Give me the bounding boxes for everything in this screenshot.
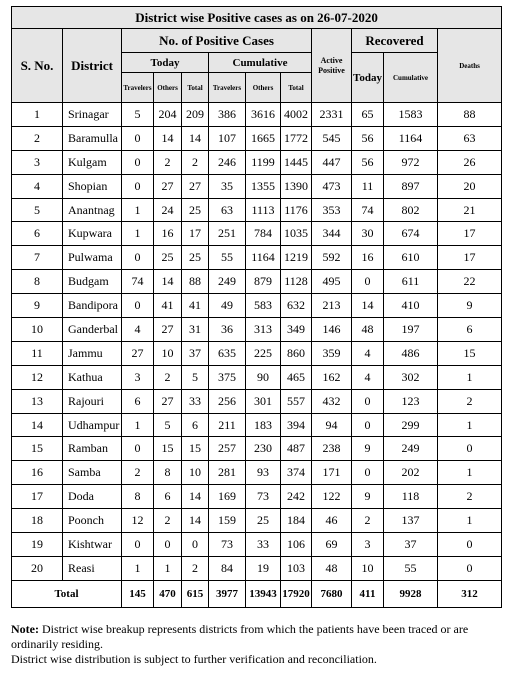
- cell-sno: 10: [12, 318, 63, 342]
- cell-recovered-today: 0: [352, 270, 384, 294]
- table-row: [12, 485, 502, 509]
- cell-cum-total: 1176: [281, 198, 312, 222]
- note-text-2: District wise distribution is subject to further verification and reconciliation.: [11, 652, 377, 666]
- cell-active: 238: [312, 437, 352, 461]
- header-today-others: Others: [154, 73, 182, 103]
- table-body: [12, 103, 502, 608]
- cell-sno: 12: [12, 365, 63, 389]
- cell-today-travelers: 4: [122, 318, 154, 342]
- cell-recovered-today: 4: [352, 341, 384, 365]
- table-row: [12, 341, 502, 365]
- cell-cum-travelers: 251: [209, 222, 246, 246]
- cell-today-total: 41: [182, 294, 209, 318]
- cell-sno: 8: [12, 270, 63, 294]
- cell-recovered-cumulative: 972: [384, 150, 438, 174]
- cell-cum-others: 583: [246, 294, 281, 318]
- table-row: [12, 126, 502, 150]
- cell-today-travelers: 0: [122, 294, 154, 318]
- cell-district: Rajouri: [63, 389, 122, 413]
- table-row: [12, 270, 502, 294]
- cell-cum-others: 3616: [246, 103, 281, 127]
- cell-district: Kupwara: [63, 222, 122, 246]
- cell-today-total: 209: [182, 103, 209, 127]
- footnote-line-1: [11, 622, 501, 652]
- header-recovered: Recovered: [352, 29, 438, 53]
- cell-today-total: 25: [182, 246, 209, 270]
- cell-cum-total: 1390: [281, 174, 312, 198]
- cell-recovered-cumulative: 299: [384, 413, 438, 437]
- cell-active: 432: [312, 389, 352, 413]
- cell-deaths: 1: [438, 365, 502, 389]
- cell-deaths: 6: [438, 318, 502, 342]
- header-cum-total: Total: [281, 73, 312, 103]
- cell-district: Shopian: [63, 174, 122, 198]
- cell-today-others: 2: [154, 509, 182, 533]
- table-row: [12, 103, 502, 127]
- header-district: District: [63, 29, 122, 103]
- total-cum-travelers: 3977: [209, 580, 246, 607]
- cases-table: [11, 6, 502, 608]
- cell-cum-others: 1164: [246, 246, 281, 270]
- total-today-travelers: 145: [122, 580, 154, 607]
- cell-cum-travelers: 107: [209, 126, 246, 150]
- cell-cum-travelers: 36: [209, 318, 246, 342]
- cell-today-others: 27: [154, 318, 182, 342]
- cell-cum-travelers: 49: [209, 294, 246, 318]
- table-row: [12, 294, 502, 318]
- cell-recovered-today: 3: [352, 533, 384, 557]
- cell-cum-total: 557: [281, 389, 312, 413]
- table-row: [12, 461, 502, 485]
- total-today-others: 470: [154, 580, 182, 607]
- cell-today-total: 25: [182, 198, 209, 222]
- cell-cum-total: 394: [281, 413, 312, 437]
- cell-cum-total: 184: [281, 509, 312, 533]
- cell-deaths: 22: [438, 270, 502, 294]
- cell-recovered-cumulative: 197: [384, 318, 438, 342]
- cell-recovered-cumulative: 137: [384, 509, 438, 533]
- cell-sno: 15: [12, 437, 63, 461]
- cell-active: 48: [312, 556, 352, 580]
- cell-cum-total: 487: [281, 437, 312, 461]
- cell-cum-travelers: 73: [209, 533, 246, 557]
- cell-recovered-cumulative: 249: [384, 437, 438, 461]
- table-title: District wise Positive cases as on 26-07-2020: [12, 7, 502, 29]
- cell-recovered-today: 11: [352, 174, 384, 198]
- cell-district: Kishtwar: [63, 533, 122, 557]
- cell-sno: 18: [12, 509, 63, 533]
- cell-active: 359: [312, 341, 352, 365]
- cell-active: 122: [312, 485, 352, 509]
- cell-deaths: 0: [438, 437, 502, 461]
- cell-recovered-today: 16: [352, 246, 384, 270]
- cell-today-travelers: 0: [122, 150, 154, 174]
- cell-deaths: 88: [438, 103, 502, 127]
- cell-cum-others: 230: [246, 437, 281, 461]
- cell-recovered-today: 74: [352, 198, 384, 222]
- total-deaths: 312: [438, 580, 502, 607]
- cell-today-travelers: 0: [122, 246, 154, 270]
- cell-recovered-cumulative: 118: [384, 485, 438, 509]
- total-cum-others: 13943: [246, 580, 281, 607]
- cell-today-total: 33: [182, 389, 209, 413]
- cell-cum-others: 784: [246, 222, 281, 246]
- cell-active: 344: [312, 222, 352, 246]
- cell-district: Srinagar: [63, 103, 122, 127]
- cell-today-travelers: 3: [122, 365, 154, 389]
- cell-cum-travelers: 159: [209, 509, 246, 533]
- cell-cum-travelers: 635: [209, 341, 246, 365]
- total-recovered-today: 411: [352, 580, 384, 607]
- cell-cum-total: 242: [281, 485, 312, 509]
- cell-recovered-cumulative: 486: [384, 341, 438, 365]
- cell-today-others: 1: [154, 556, 182, 580]
- table-row: [12, 365, 502, 389]
- cell-cum-travelers: 55: [209, 246, 246, 270]
- cell-cum-total: 374: [281, 461, 312, 485]
- cell-today-total: 15: [182, 437, 209, 461]
- cell-cum-travelers: 257: [209, 437, 246, 461]
- cell-recovered-cumulative: 202: [384, 461, 438, 485]
- cell-today-others: 5: [154, 413, 182, 437]
- total-active: 7680: [312, 580, 352, 607]
- cell-cum-travelers: 246: [209, 150, 246, 174]
- cell-today-others: 27: [154, 174, 182, 198]
- cell-today-travelers: 1: [122, 198, 154, 222]
- cell-district: Pulwama: [63, 246, 122, 270]
- cell-today-total: 31: [182, 318, 209, 342]
- cell-today-others: 0: [154, 533, 182, 557]
- cell-today-others: 2: [154, 150, 182, 174]
- cell-recovered-today: 9: [352, 437, 384, 461]
- cell-active: 353: [312, 198, 352, 222]
- cell-today-total: 17: [182, 222, 209, 246]
- cell-cum-total: 349: [281, 318, 312, 342]
- cell-recovered-today: 2: [352, 509, 384, 533]
- header-recovered-cumulative: Cumulative: [384, 53, 438, 103]
- cell-recovered-today: 4: [352, 365, 384, 389]
- cell-district: Poonch: [63, 509, 122, 533]
- cell-sno: 14: [12, 413, 63, 437]
- cell-cum-travelers: 63: [209, 198, 246, 222]
- cell-cum-total: 103: [281, 556, 312, 580]
- cell-cum-travelers: 249: [209, 270, 246, 294]
- cell-cum-total: 4002: [281, 103, 312, 127]
- cell-recovered-today: 48: [352, 318, 384, 342]
- cell-cum-others: 301: [246, 389, 281, 413]
- cell-sno: 11: [12, 341, 63, 365]
- cell-today-total: 5: [182, 365, 209, 389]
- cell-today-travelers: 74: [122, 270, 154, 294]
- cell-cum-total: 465: [281, 365, 312, 389]
- cell-active: 162: [312, 365, 352, 389]
- cell-cum-travelers: 281: [209, 461, 246, 485]
- cell-today-others: 16: [154, 222, 182, 246]
- cell-cum-others: 73: [246, 485, 281, 509]
- cell-today-travelers: 12: [122, 509, 154, 533]
- cell-recovered-cumulative: 55: [384, 556, 438, 580]
- table-row: [12, 198, 502, 222]
- cell-today-total: 10: [182, 461, 209, 485]
- cell-recovered-today: 56: [352, 126, 384, 150]
- cell-sno: 16: [12, 461, 63, 485]
- cell-recovered-cumulative: 1164: [384, 126, 438, 150]
- cell-recovered-today: 56: [352, 150, 384, 174]
- cell-deaths: 0: [438, 556, 502, 580]
- cell-today-travelers: 6: [122, 389, 154, 413]
- total-today-total: 615: [182, 580, 209, 607]
- cell-cum-travelers: 84: [209, 556, 246, 580]
- header-active-positive: Active Positive: [312, 29, 352, 103]
- table-row: [12, 318, 502, 342]
- total-row: [12, 580, 502, 607]
- cell-today-travelers: 0: [122, 437, 154, 461]
- cell-recovered-cumulative: 37: [384, 533, 438, 557]
- cell-sno: 6: [12, 222, 63, 246]
- cell-sno: 5: [12, 198, 63, 222]
- cell-active: 473: [312, 174, 352, 198]
- cell-today-total: 0: [182, 533, 209, 557]
- cell-district: Baramulla: [63, 126, 122, 150]
- cell-today-total: 2: [182, 556, 209, 580]
- cell-today-travelers: 0: [122, 174, 154, 198]
- cell-recovered-cumulative: 611: [384, 270, 438, 294]
- total-label: Total: [12, 580, 122, 607]
- cell-today-total: 37: [182, 341, 209, 365]
- total-recovered-cumulative: 9928: [384, 580, 438, 607]
- cell-active: 69: [312, 533, 352, 557]
- cell-deaths: 0: [438, 533, 502, 557]
- header-recovered-today: Today: [352, 53, 384, 103]
- cell-recovered-today: 0: [352, 389, 384, 413]
- header-sno: S. No.: [12, 29, 63, 103]
- cell-deaths: 17: [438, 222, 502, 246]
- cell-cum-travelers: 256: [209, 389, 246, 413]
- cell-district: Kathua: [63, 365, 122, 389]
- cell-active: 94: [312, 413, 352, 437]
- header-deaths: Deaths: [438, 29, 502, 103]
- cell-today-travelers: 1: [122, 413, 154, 437]
- table-row: [12, 150, 502, 174]
- cell-recovered-today: 14: [352, 294, 384, 318]
- cell-cum-others: 1113: [246, 198, 281, 222]
- cell-district: Anantnag: [63, 198, 122, 222]
- cell-cum-total: 1035: [281, 222, 312, 246]
- cell-sno: 2: [12, 126, 63, 150]
- table-row: [12, 556, 502, 580]
- cell-today-others: 27: [154, 389, 182, 413]
- cell-deaths: 17: [438, 246, 502, 270]
- cell-cum-others: 1199: [246, 150, 281, 174]
- table-row: [12, 246, 502, 270]
- cell-sno: 9: [12, 294, 63, 318]
- cell-cum-others: 19: [246, 556, 281, 580]
- cell-active: 545: [312, 126, 352, 150]
- cell-recovered-today: 0: [352, 413, 384, 437]
- cell-sno: 1: [12, 103, 63, 127]
- cell-cum-others: 25: [246, 509, 281, 533]
- cell-active: 146: [312, 318, 352, 342]
- cell-today-total: 88: [182, 270, 209, 294]
- footnote: [11, 622, 501, 667]
- cell-active: 2331: [312, 103, 352, 127]
- document-page: [11, 6, 501, 608]
- cell-today-travelers: 2: [122, 461, 154, 485]
- table-row: [12, 389, 502, 413]
- table-row: [12, 222, 502, 246]
- cell-sno: 19: [12, 533, 63, 557]
- cell-sno: 20: [12, 556, 63, 580]
- cell-cum-others: 183: [246, 413, 281, 437]
- header-today-travelers: Travelers: [122, 73, 154, 103]
- cell-today-others: 14: [154, 126, 182, 150]
- cell-district: Udhampur: [63, 413, 122, 437]
- cell-recovered-cumulative: 1583: [384, 103, 438, 127]
- cell-recovered-cumulative: 674: [384, 222, 438, 246]
- table-row: [12, 533, 502, 557]
- cell-recovered-today: 30: [352, 222, 384, 246]
- cell-today-others: 14: [154, 270, 182, 294]
- cell-cum-travelers: 35: [209, 174, 246, 198]
- cell-cum-travelers: 386: [209, 103, 246, 127]
- cell-today-travelers: 1: [122, 222, 154, 246]
- cell-deaths: 2: [438, 485, 502, 509]
- cell-recovered-today: 10: [352, 556, 384, 580]
- table-row: [12, 437, 502, 461]
- cell-cum-travelers: 211: [209, 413, 246, 437]
- cell-today-total: 6: [182, 413, 209, 437]
- cell-active: 213: [312, 294, 352, 318]
- header-cum-travelers: Travelers: [209, 73, 246, 103]
- cell-active: 592: [312, 246, 352, 270]
- cell-cum-travelers: 169: [209, 485, 246, 509]
- cell-today-total: 14: [182, 485, 209, 509]
- cell-today-total: 14: [182, 509, 209, 533]
- cell-today-travelers: 8: [122, 485, 154, 509]
- cell-today-travelers: 5: [122, 103, 154, 127]
- cell-cum-others: 90: [246, 365, 281, 389]
- cell-today-others: 10: [154, 341, 182, 365]
- header-today: Today: [122, 53, 209, 73]
- cell-cum-others: 313: [246, 318, 281, 342]
- cell-recovered-cumulative: 410: [384, 294, 438, 318]
- cell-today-travelers: 0: [122, 126, 154, 150]
- cell-recovered-today: 65: [352, 103, 384, 127]
- cell-deaths: 1: [438, 413, 502, 437]
- note-label: Note:: [11, 622, 39, 636]
- cell-sno: 17: [12, 485, 63, 509]
- cell-deaths: 63: [438, 126, 502, 150]
- cell-district: Doda: [63, 485, 122, 509]
- cell-today-travelers: 1: [122, 556, 154, 580]
- cell-recovered-today: 9: [352, 485, 384, 509]
- cell-deaths: 21: [438, 198, 502, 222]
- cell-cum-others: 1355: [246, 174, 281, 198]
- cell-sno: 13: [12, 389, 63, 413]
- cell-deaths: 26: [438, 150, 502, 174]
- note-text-1: District wise breakup represents districts from which the patients have been traced or are ordinarily residing.: [11, 622, 469, 651]
- cell-active: 447: [312, 150, 352, 174]
- cell-district: Kulgam: [63, 150, 122, 174]
- cell-cum-travelers: 375: [209, 365, 246, 389]
- cell-deaths: 9: [438, 294, 502, 318]
- cell-today-travelers: 27: [122, 341, 154, 365]
- cell-sno: 7: [12, 246, 63, 270]
- table-row: [12, 174, 502, 198]
- header-cum-others: Others: [246, 73, 281, 103]
- cell-deaths: 1: [438, 509, 502, 533]
- cell-cum-total: 106: [281, 533, 312, 557]
- cell-recovered-cumulative: 302: [384, 365, 438, 389]
- cell-active: 171: [312, 461, 352, 485]
- cell-recovered-cumulative: 897: [384, 174, 438, 198]
- cell-recovered-today: 0: [352, 461, 384, 485]
- cell-today-others: 24: [154, 198, 182, 222]
- cell-deaths: 15: [438, 341, 502, 365]
- header-today-total: Total: [182, 73, 209, 103]
- cell-today-total: 27: [182, 174, 209, 198]
- cell-recovered-cumulative: 123: [384, 389, 438, 413]
- cell-cum-total: 860: [281, 341, 312, 365]
- cell-cum-total: 632: [281, 294, 312, 318]
- cell-district: Bandipora: [63, 294, 122, 318]
- cell-cum-others: 1665: [246, 126, 281, 150]
- cell-district: Reasi: [63, 556, 122, 580]
- cell-today-total: 14: [182, 126, 209, 150]
- cell-cum-total: 1772: [281, 126, 312, 150]
- cell-today-others: 2: [154, 365, 182, 389]
- cell-recovered-cumulative: 802: [384, 198, 438, 222]
- table-row: [12, 413, 502, 437]
- cell-district: Ganderbal: [63, 318, 122, 342]
- cell-recovered-cumulative: 610: [384, 246, 438, 270]
- cell-cum-others: 225: [246, 341, 281, 365]
- cell-district: Ramban: [63, 437, 122, 461]
- cell-active: 495: [312, 270, 352, 294]
- cell-cum-total: 1219: [281, 246, 312, 270]
- cell-today-others: 25: [154, 246, 182, 270]
- cell-today-others: 41: [154, 294, 182, 318]
- table-row: [12, 509, 502, 533]
- cell-deaths: 1: [438, 461, 502, 485]
- cell-cum-others: 93: [246, 461, 281, 485]
- cell-cum-others: 879: [246, 270, 281, 294]
- cell-today-others: 6: [154, 485, 182, 509]
- cell-today-others: 15: [154, 437, 182, 461]
- cell-active: 46: [312, 509, 352, 533]
- cell-sno: 4: [12, 174, 63, 198]
- cell-district: Samba: [63, 461, 122, 485]
- cell-cum-total: 1445: [281, 150, 312, 174]
- cell-district: Budgam: [63, 270, 122, 294]
- cell-district: Jammu: [63, 341, 122, 365]
- cell-today-others: 204: [154, 103, 182, 127]
- cell-today-total: 2: [182, 150, 209, 174]
- total-cum-total: 17920: [281, 580, 312, 607]
- cell-deaths: 20: [438, 174, 502, 198]
- header-cumulative: Cumulative: [209, 53, 312, 73]
- cell-sno: 3: [12, 150, 63, 174]
- cell-cum-total: 1128: [281, 270, 312, 294]
- header-positive-cases: No. of Positive Cases: [122, 29, 312, 53]
- cell-today-travelers: 0: [122, 533, 154, 557]
- cell-deaths: 2: [438, 389, 502, 413]
- cell-today-others: 8: [154, 461, 182, 485]
- cell-cum-others: 33: [246, 533, 281, 557]
